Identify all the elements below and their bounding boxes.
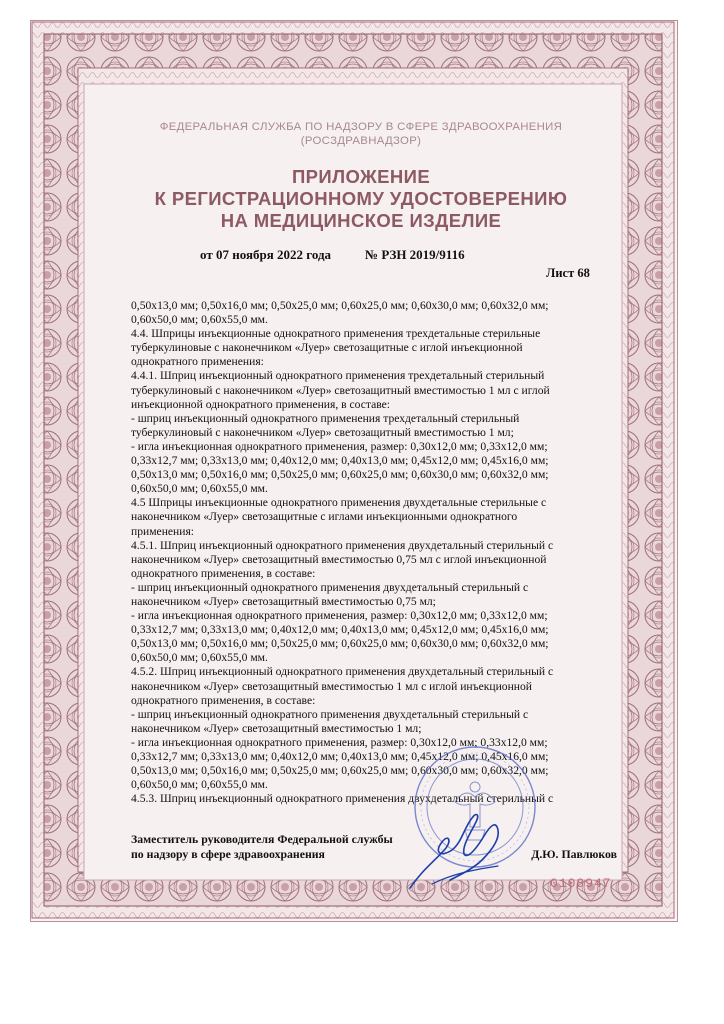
body-text	[131, 299, 607, 806]
signatory-position-2: по надзору в сфере здравоохранения	[131, 847, 325, 861]
title-line-1: ПРИЛОЖЕНИЕ	[291, 166, 431, 187]
body-line: 0,50x13,0 мм; 0,50x16,0 мм; 0,50x25,0 мм; 0,60x25,0 мм; 0,60x30,0 мм; 0,60x32,0 мм;	[131, 299, 549, 312]
body-line: 0,33x12,7 мм; 0,33x13,0 мм; 0,40x12,0 мм; 0,40x13,0 мм; 0,45x12,0 мм; 0,45x16,0 мм;	[131, 750, 549, 763]
body-line: наконечником «Луер» светозащитный вместимостью 0,75 мл;	[131, 594, 436, 608]
document-title	[110, 166, 612, 232]
body-line: 4.5 Шприцы инъекционные однократного применения двухдетальные стерильные с	[131, 496, 547, 510]
agency-header	[110, 120, 612, 148]
body-line: - шприц инъекционный однократного применения трехдетальный стерильный	[131, 411, 520, 425]
date-number-line	[200, 247, 540, 263]
title-line-3: НА МЕДИЦИНСКОЕ ИЗДЕЛИЕ	[220, 210, 502, 231]
body-line: 0,60x50,0 мм; 0,60x55,0 мм.	[131, 313, 268, 327]
body-line: - шприц инъекционный однократного применения двухдетальный стерильный с	[131, 580, 529, 594]
body-line: наконечником «Луер» светозащитные с иглами инъекционными однократного	[131, 510, 518, 524]
body-line: 0,33x12,7 мм; 0,33x13,0 мм; 0,40x12,0 мм; 0,40x13,0 мм; 0,45x12,0 мм; 0,45x16,0 мм;	[131, 454, 549, 468]
body-line: наконечником «Луер» светозащитный вместимостью 1 мл с иглой инъекционной	[131, 679, 532, 693]
body-line: туберкулиновые с наконечником «Луер» светозащитные с иглой инъекционной	[131, 341, 523, 355]
body-line: 4.4.1. Шприц инъекционный однократного применения трехдетальный стерильный	[131, 369, 545, 383]
body-line: 4.5.3. Шприц инъекционный однократного применения двухдетальный стерильный с	[131, 792, 554, 806]
body-line: 0,50x13,0 мм; 0,50x16,0 мм; 0,50x25,0 мм; 0,60x25,0 мм; 0,60x30,0 мм; 0,60x32,0 мм;	[131, 764, 549, 778]
body-line: 0,50x13,0 мм; 0,50x16,0 мм; 0,50x25,0 мм; 0,60x25,0 мм; 0,60x30,0 мм; 0,60x32,0 мм;	[131, 637, 549, 651]
signatory-name: Д.Ю. Павлюков	[531, 847, 617, 861]
body-line: однократного применения:	[131, 355, 264, 369]
body-line: 0,33x12,7 мм; 0,33x13,0 мм; 0,40x12,0 мм; 0,40x13,0 мм; 0,45x12,0 мм; 0,45x16,0 мм;	[131, 623, 549, 637]
body-line: наконечником «Луер» светозащитный вместимостью 1 мл;	[131, 721, 422, 735]
body-line: инъекционной однократного применения, в составе:	[131, 397, 391, 411]
body-line: 4.4. Шприцы инъекционные однократного применения трехдетальные стерильные	[131, 327, 541, 341]
signatory-block	[131, 832, 617, 862]
body-line: 0,60x50,0 мм; 0,60x55,0 мм.	[131, 651, 268, 665]
body-line: 4.5.1. Шприц инъекционный однократного применения двухдетальный стерильный с	[131, 538, 554, 552]
agency-name: ФЕДЕРАЛЬНАЯ СЛУЖБА ПО НАДЗОРУ В СФЕРЕ ЗДРАВООХРАНЕНИЯ	[159, 121, 563, 133]
agency-short-name: (РОСЗДРАВНАДЗОР)	[300, 135, 422, 147]
body-line: - шприц инъекционный однократного применения двухдетальный стерильный с	[131, 707, 529, 721]
body-line: - игла инъекционная однократного применения, размер: 0,30x12,0 мм; 0,33x12,0 мм;	[131, 609, 548, 623]
serial-number: 0108947	[550, 876, 612, 891]
body-line: 4.5.2. Шприц инъекционный однократного применения двухдетальный стерильный с	[131, 665, 554, 679]
signatory-position: Заместитель руководителя Федеральной службы	[131, 832, 393, 846]
body-line: однократного применения, в составе:	[131, 566, 316, 580]
body-line: туберкулиновый с наконечником «Луер» светозащитный вместимостью 1 мл;	[131, 425, 514, 439]
body-line: 0,60x50,0 мм; 0,60x55,0 мм.	[131, 778, 268, 792]
title-line-2: К РЕГИСТРАЦИОННОМУ УДОСТОВЕРЕНИЮ	[154, 188, 568, 209]
body-line: однократного применения, в составе:	[131, 693, 316, 707]
body-line: 0,60x50,0 мм; 0,60x55,0 мм.	[131, 482, 268, 496]
body-line: применения:	[131, 524, 195, 538]
body-line: - игла инъекционная однократного применения, размер: 0,30x12,0 мм; 0,33x12,0 мм;	[131, 735, 548, 749]
body-line: - игла инъекционная однократного применения, размер: 0,30x12,0 мм; 0,33x12,0 мм;	[131, 439, 548, 453]
body-line: туберкулиновый с наконечником «Луер» светозащитный вместимостью 1 мл с иглой	[131, 383, 550, 397]
document-date: от 07 ноября 2022 года	[200, 247, 332, 262]
body-line: наконечником «Луер» светозащитный вместимостью 0,75 мл с иглой инъекционной	[131, 552, 547, 566]
registration-number: № РЗН 2019/9116	[365, 247, 465, 262]
body-line: 0,50x13,0 мм; 0,50x16,0 мм; 0,50x25,0 мм; 0,60x25,0 мм; 0,60x30,0 мм; 0,60x32,0 мм;	[131, 468, 549, 482]
sheet-number: Лист 68	[546, 266, 590, 280]
